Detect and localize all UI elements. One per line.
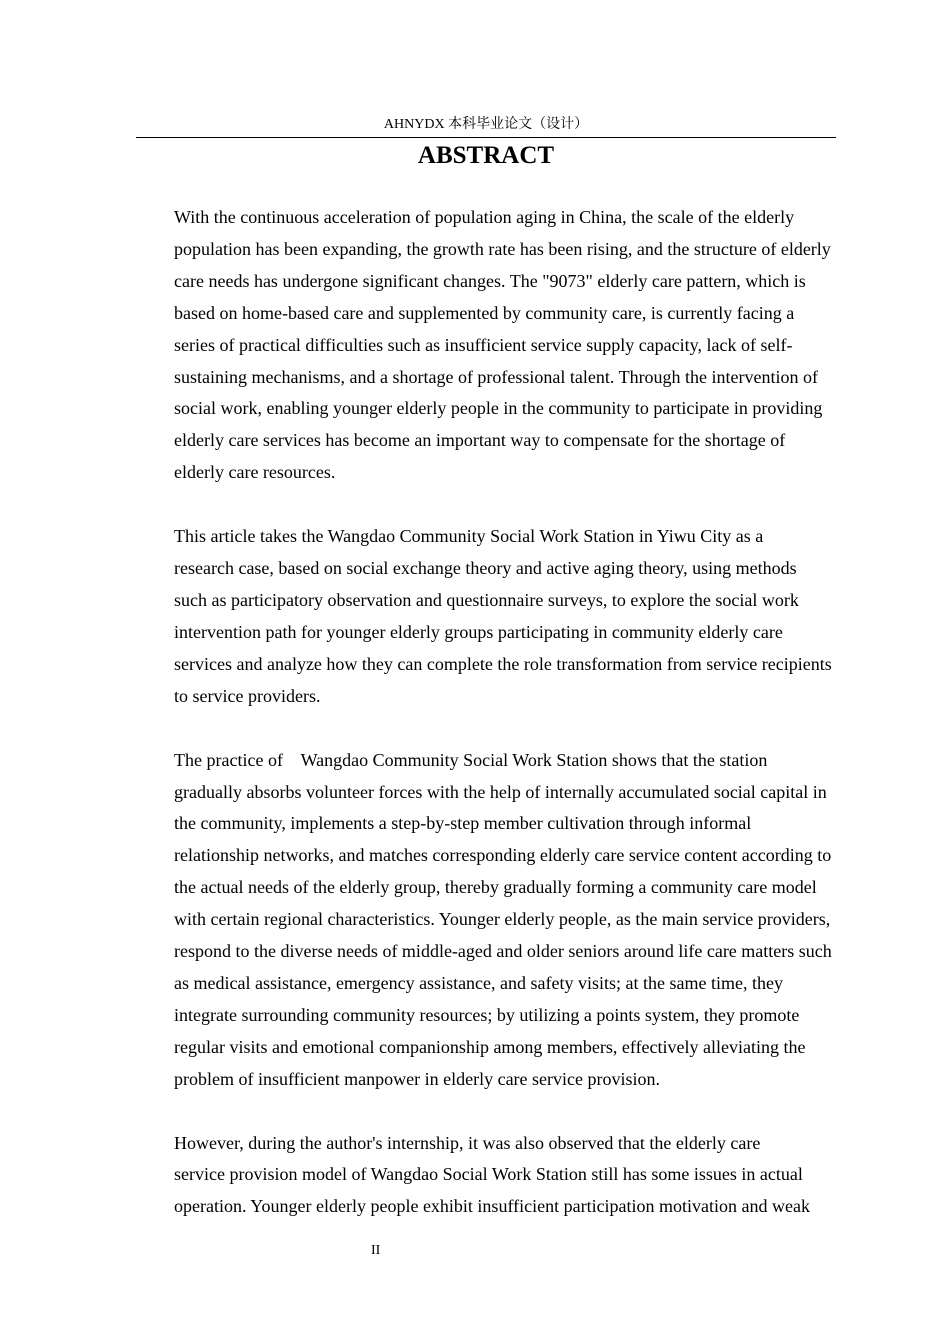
text-line: to service providers. bbox=[174, 685, 321, 706]
abstract-paragraph-4 bbox=[136, 1128, 836, 1224]
text-line: This article takes the Wangdao Community Social Work Station in Yiwu City as a bbox=[174, 526, 764, 547]
abstract-paragraph-3 bbox=[136, 745, 836, 1096]
text-line: series of practical difficulties such as insufficient service supply capacity, lack of self- bbox=[174, 334, 793, 355]
text-line: such as participatory observation and questionnaire surveys, to explore the social work bbox=[174, 589, 799, 610]
abstract-title: ABSTRACT bbox=[417, 142, 555, 169]
text-line: research case, based on social exchange theory and active aging theory, using methods bbox=[174, 558, 797, 579]
text-line: The practice of Wangdao Community Social Work Station shows that the station bbox=[174, 749, 768, 770]
text-line: population has been expanding, the growth rate has been rising, and the structure of elderly bbox=[174, 238, 831, 259]
text-line: integrate surrounding community resources; by utilizing a points system, they promote bbox=[174, 1004, 800, 1025]
text-line: as medical assistance, emergency assistance, and safety visits; at the same time, they bbox=[174, 972, 783, 993]
text-line: intervention path for younger elderly groups participating in community elderly care bbox=[174, 621, 783, 642]
text-line: problem of insufficient manpower in elderly care service provision. bbox=[174, 1068, 661, 1089]
text-line: With the continuous acceleration of population aging in China, the scale of the elderly bbox=[174, 207, 795, 227]
text-line: sustaining mechanisms, and a shortage of professional talent. Through the intervention of bbox=[174, 366, 819, 387]
text-line: gradually absorbs volunteer forces with the help of internally accumulated social capital in bbox=[174, 781, 827, 802]
text-line: service provision model of Wangdao Social Work Station still has some issues in actual bbox=[174, 1164, 803, 1185]
text-line: elderly care resources. bbox=[174, 462, 336, 483]
text-line: based on home-based care and supplemented by community care, is currently facing a bbox=[174, 302, 795, 323]
text-line: services and analyze how they can complete the role transformation from service recipients bbox=[174, 653, 832, 674]
text-line: care needs has undergone significant changes. The "9073" elderly care pattern, which is bbox=[174, 270, 806, 291]
header-rule bbox=[136, 137, 836, 138]
text-line: respond to the diverse needs of middle-aged and older seniors around life care matters such bbox=[174, 941, 832, 962]
text-line: relationship networks, and matches corresponding elderly care service content according to bbox=[174, 845, 832, 866]
abstract-body bbox=[136, 202, 836, 1255]
page-number: II bbox=[371, 1243, 381, 1258]
abstract-paragraph-1 bbox=[136, 202, 836, 489]
text-line: However, during the author's internship, it was also observed that the elderly care bbox=[174, 1132, 761, 1153]
text-line: the actual needs of the elderly group, thereby gradually forming a community care model bbox=[174, 877, 817, 898]
text-line: elderly care services has become an important way to compensate for the shortage of bbox=[174, 430, 786, 451]
abstract-paragraph-2 bbox=[136, 521, 836, 712]
text-line: social work, enabling younger elderly people in the community to participate in providing bbox=[174, 398, 823, 419]
text-line: the community, implements a step-by-step member cultivation through informal bbox=[174, 813, 752, 834]
text-line: regular visits and emotional companionship among members, effectively alleviating the bbox=[174, 1036, 806, 1057]
running-header: AHNYDX 本科毕业论文（设计） bbox=[383, 117, 589, 132]
text-line: with certain regional characteristics. Younger elderly people, as the main service providers, bbox=[174, 909, 831, 930]
text-line: operation. Younger elderly people exhibit insufficient participation motivation and weak bbox=[174, 1196, 811, 1217]
